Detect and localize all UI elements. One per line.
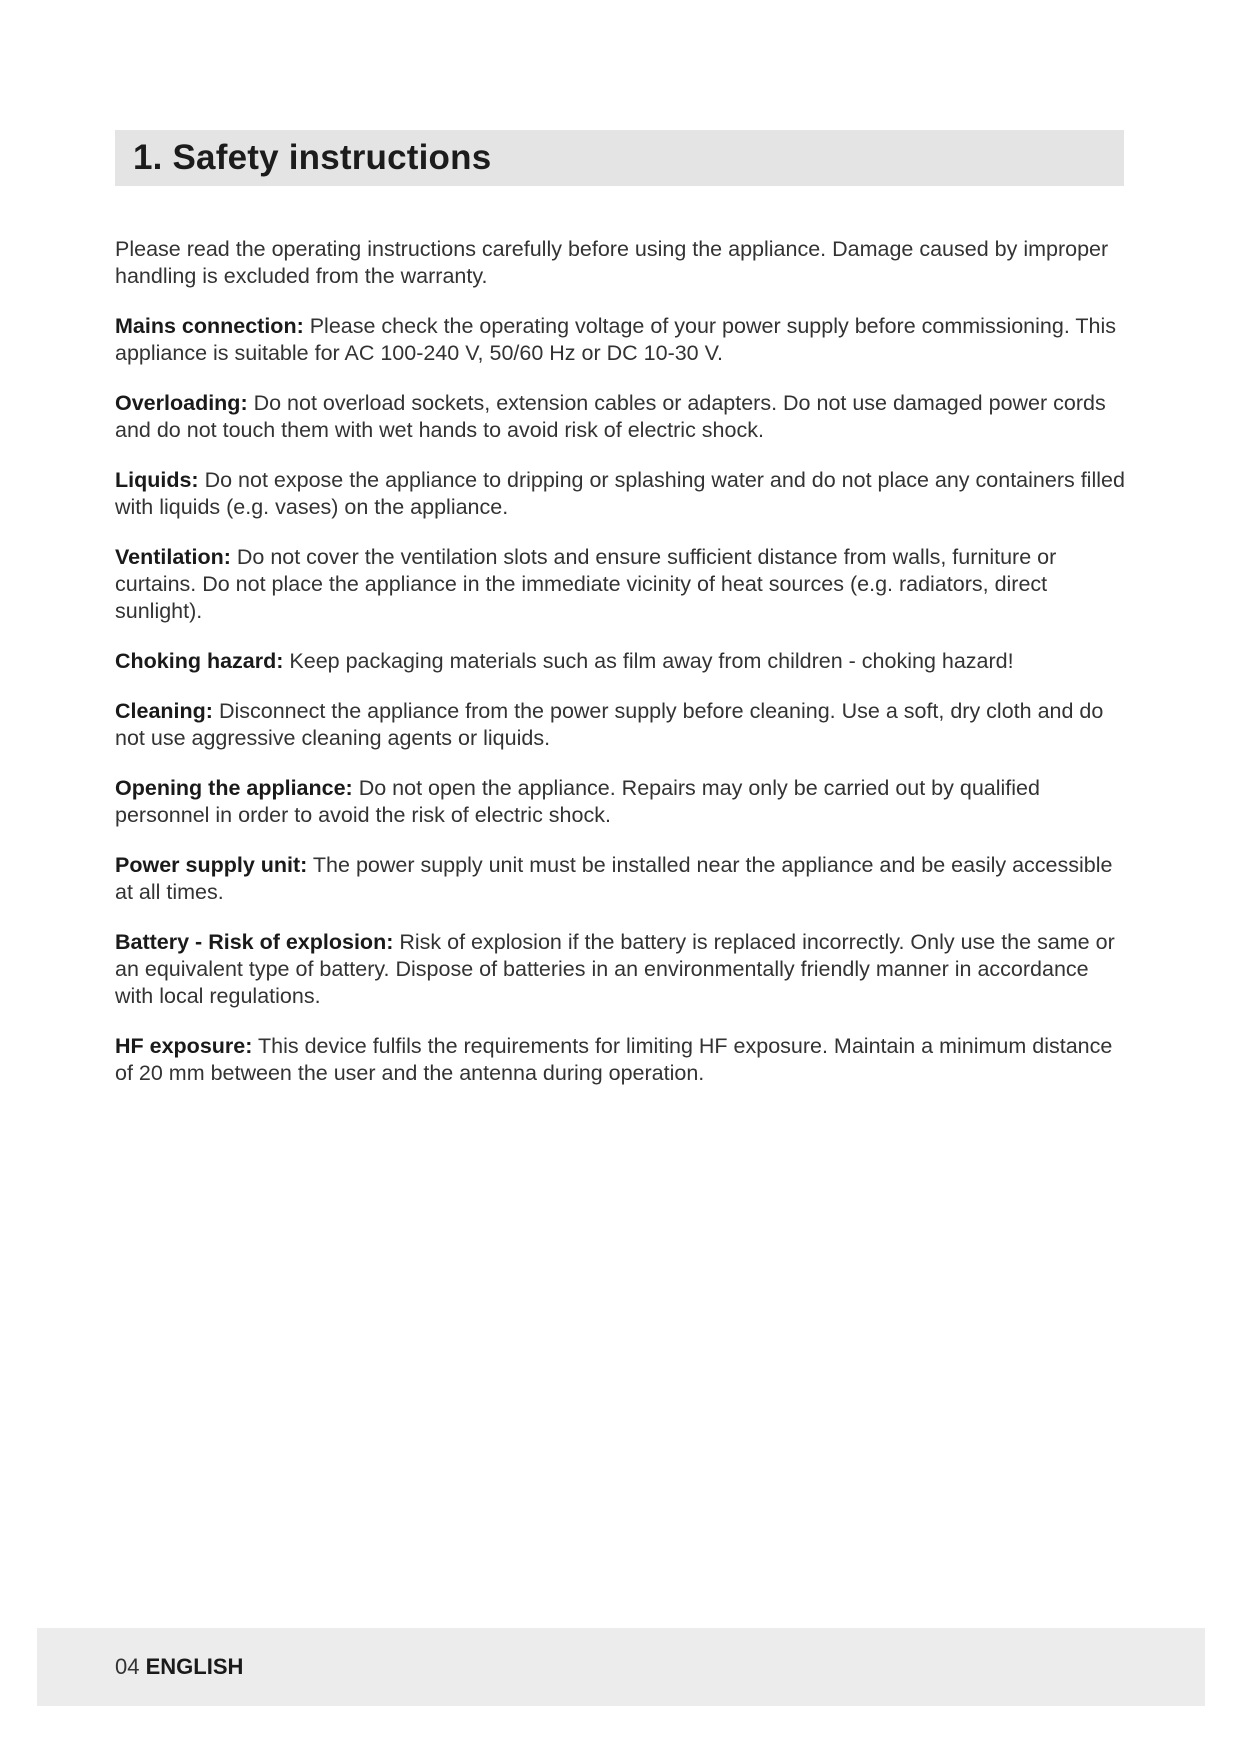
item-text: Risk of explosion if the battery is replaced incorrectly. Only use the same or an equivalent type of battery. Dispose of batteries in an environmentally friendly manner in accordance with local regulations. bbox=[115, 930, 1115, 1008]
item-mains-connection bbox=[115, 313, 1127, 367]
item-label: Power supply unit: bbox=[115, 853, 308, 877]
item-text: Disconnect the appliance from the power supply before cleaning. Use a soft, dry cloth and do not use aggressive cleaning agents or liquids. bbox=[115, 699, 1104, 750]
item-liquids bbox=[115, 467, 1127, 521]
section-title: 1. Safety instructions bbox=[133, 138, 492, 177]
item-label: HF exposure: bbox=[115, 1034, 253, 1058]
item-label: Opening the appliance: bbox=[115, 776, 353, 800]
intro-paragraph: Please read the operating instructions carefully before using the appliance. Damage caused by improper handling is excluded from the warranty. bbox=[115, 237, 1109, 288]
item-overloading bbox=[115, 390, 1127, 444]
item-power-supply-unit bbox=[115, 852, 1127, 906]
item-text: The power supply unit must be installed near the appliance and be easily accessible at all times. bbox=[115, 853, 1113, 904]
item-label: Ventilation: bbox=[115, 545, 231, 569]
item-cleaning bbox=[115, 698, 1127, 752]
item-text: Keep packaging materials such as film away from children - choking hazard! bbox=[289, 649, 1014, 673]
item-text: Do not overload sockets, extension cables or adapters. Do not use damaged power cords and do not touch them with wet hands to avoid risk of electric shock. bbox=[115, 391, 1106, 442]
item-text: Do not open the appliance. Repairs may only be carried out by qualified personnel in order to avoid the risk of electric shock. bbox=[115, 776, 1040, 827]
item-text: Please check the operating voltage of your power supply before commissioning. This appliance is suitable for AC 100-240 V, 50/60 Hz or DC 10-30 V. bbox=[115, 314, 1117, 365]
item-label: Choking hazard: bbox=[115, 649, 284, 673]
item-label: Cleaning: bbox=[115, 699, 213, 723]
item-label: Mains connection: bbox=[115, 314, 304, 338]
safety-content bbox=[115, 236, 1127, 1110]
item-text: Do not expose the appliance to dripping or splashing water and do not place any containers filled with liquids (e.g. vases) on the appliance. bbox=[115, 468, 1125, 519]
section-title-bar bbox=[115, 130, 1124, 186]
footer-language: ENGLISH bbox=[145, 1654, 244, 1679]
item-text: This device fulfils the requirements for limiting HF exposure. Maintain a minimum distance of 20 mm between the user and the antenna during operation. bbox=[115, 1034, 1113, 1085]
item-battery-risk bbox=[115, 929, 1127, 1010]
item-label: Overloading: bbox=[115, 391, 248, 415]
item-label: Battery - Risk of explosion: bbox=[115, 930, 394, 954]
item-hf-exposure bbox=[115, 1033, 1127, 1087]
item-opening-appliance bbox=[115, 775, 1127, 829]
item-ventilation bbox=[115, 544, 1127, 625]
item-text: Do not cover the ventilation slots and ensure sufficient distance from walls, furniture or curtains. Do not place the appliance in the immediate vicinity of heat sources (e.g. radiators, direct sunlight). bbox=[115, 545, 1057, 623]
footer bbox=[115, 1654, 243, 1680]
item-label: Liquids: bbox=[115, 468, 199, 492]
item-choking-hazard bbox=[115, 648, 1127, 675]
page-number: 04 bbox=[115, 1654, 140, 1679]
